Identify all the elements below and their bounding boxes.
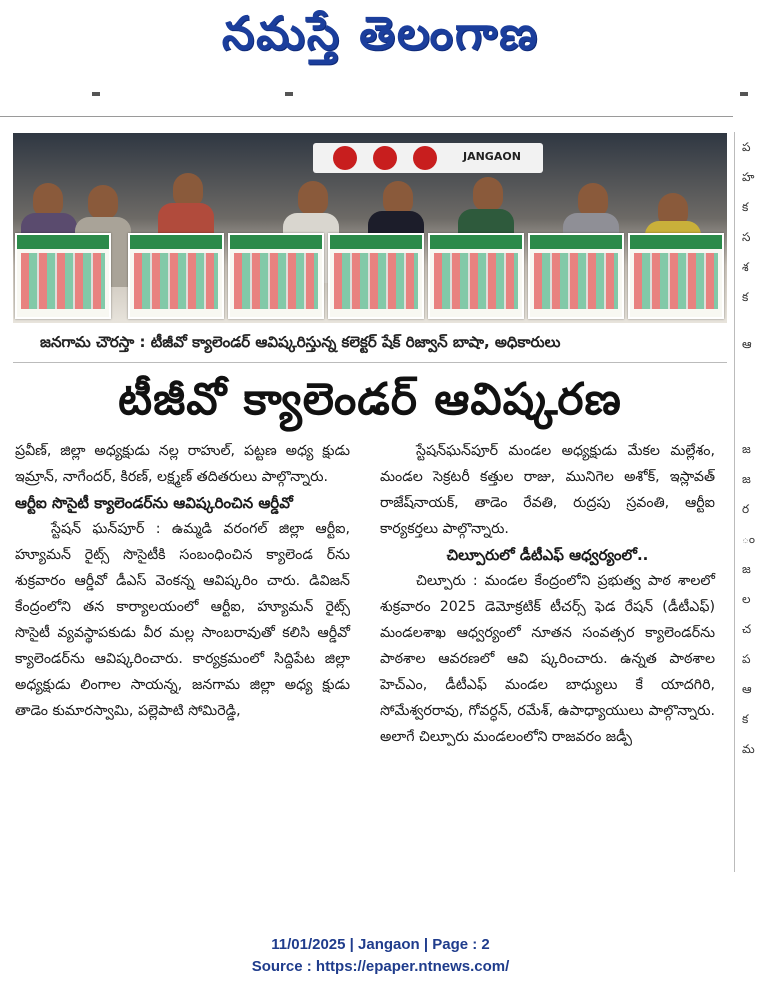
left-column: [15, 438, 350, 724]
header-marks: [0, 92, 761, 106]
newspaper-logo: నమస్తే తెలంగాణ: [221, 6, 540, 60]
edge-letter: ప: [742, 140, 751, 154]
edge-letter: ప: [742, 652, 751, 666]
article-headline: టీజీవో క్యాలెండర్ ఆవిష్కరణ: [118, 374, 622, 425]
masthead: [0, 0, 761, 80]
header-rule: [0, 116, 733, 117]
edge-letter: శ: [742, 260, 749, 274]
edge-letter: జ: [742, 442, 751, 456]
left-body-paragraph: స్టేషన్ ఘన్‌పూర్ : ఉమ్మడి వరంగల్ జిల్లా ఆర్టీఐ, హ్యూమన్ రైట్స్ సొసైటీకి సంబంధించిన క్యాలెండ ర్‌ను శుక్రవారం ఆర్డీవో డీఎస్ వెంకన్న ఆవిష్కరిం చారు. డివిజన్ కేంద్రంలోని తన కార్యాలయంలో ఆర్టీఐ, హ్యూమన్ రైట్స్ సొసైటీ వ్యవస్థాపకుడు వీర మల్ల సాంబరావుతో కలిసి ఆర్డీవో క్యాలెండర్‌ను ఆవిష్కరించారు. కార్యక్రమంలో సిద్దిపేట జిల్లా అధ్యక్షుడు లింగాల సాయన్న, జనగామ జిల్లా అధ్య క్షుడు తాడెం కుమారస్వామి, పల్లెపాటి సోమిరెడ్డి,: [15, 521, 350, 719]
caption-rule: [13, 362, 727, 363]
news-photo: [13, 133, 727, 323]
edge-letter: జ: [742, 562, 751, 576]
right-intro-paragraph: స్టేషన్‌ఘన్‌పూర్ మండల అధ్యక్షుడు మేకల మల్లేశం, మండల సెక్రటరీ కత్తుల రాజు, మునిగెల అశోక్, ఇస్లావత్ రాజేష్‌నాయక్, తాడెం రేవతి, రుద్రపు స్రవంతి, ఆర్టీఐ కార్యకర్తలు పాల్గొన్నారు.: [380, 443, 715, 537]
edge-letter: ఆ: [742, 682, 752, 696]
edge-letter: క: [742, 290, 749, 304]
page-footer: [0, 934, 761, 978]
right-body-paragraph: చిల్పూరు : మండల కేంద్రంలోని ప్రభుత్వ పాఠ శాలలో శుక్రవారం 2025 డెమోక్రటిక్ టీచర్స్ ఫెడ రేషన్ (డీటీఎఫ్) మండలశాఖ ఆధ్వర్యంలో నూతన సంవత్సర క్యాలెండర్‌ను పాఠశాల ఆవరణలో ఆవి ష్కరించారు. ఉన్నత పాఠశాల హెచ్ఎం, డీటీఎఫ్ మండల బాధ్యులు కే యాదగిరి, సోమేశ్వరరావు, గోవర్ధన్, రమేశ్, ఉపాధ్యాయులు పాల్గొన్నారు. అలాగే చిల్పూరు మండలంలోని రాజవరం జడ్పీ: [380, 573, 715, 745]
photo-banner: [313, 143, 543, 173]
edge-letter: క: [742, 712, 749, 726]
right-subheading: చిల్పూరులో డీటీఎఫ్ ఆధ్వర్యంలో..: [446, 546, 649, 564]
edge-letter: క: [742, 200, 749, 214]
right-column: [380, 438, 715, 750]
adjacent-column-edge: [734, 132, 761, 872]
photo-caption: జనగామ చౌరస్తా : టీజీవో క్యాలెండర్ ఆవిష్కరిస్తున్న కలెక్టర్ షేక్ రిజ్వాన్ బాషా, అధికారులు: [40, 333, 561, 351]
edge-letter: ం: [742, 532, 756, 546]
edge-letter: జ: [742, 472, 751, 486]
photo-banner-text: JANGAON: [463, 150, 521, 163]
edge-letter: ల: [742, 592, 751, 606]
edge-letter: ర: [742, 502, 750, 516]
footer-source-link[interactable]: Source : https://epaper.ntnews.com/: [251, 958, 510, 975]
edge-letter: ఆ: [742, 337, 752, 351]
edge-letter: చ: [742, 622, 752, 636]
left-intro-paragraph: ప్రవీణ్, జిల్లా అధ్యక్షుడు నల్ల రాహుల్, పట్టణ అధ్య క్షుడు ఇమ్రాన్, నాగేందర్, కిరణ్, లక్ష్మణ్ తదితరులు పాల్గొన్నారు.: [15, 443, 350, 485]
edge-letter: మ: [742, 742, 755, 756]
edge-letter: హ: [742, 170, 755, 184]
footer-date-edition: 11/01/2025 | Jangaon | Page : 2: [271, 936, 490, 953]
edge-letter: స: [742, 230, 751, 244]
left-subheading: ఆర్టీఐ సొసైటీ క్యాలెండర్‌ను ఆవిష్కరించిన ఆర్డీవో: [15, 494, 293, 512]
